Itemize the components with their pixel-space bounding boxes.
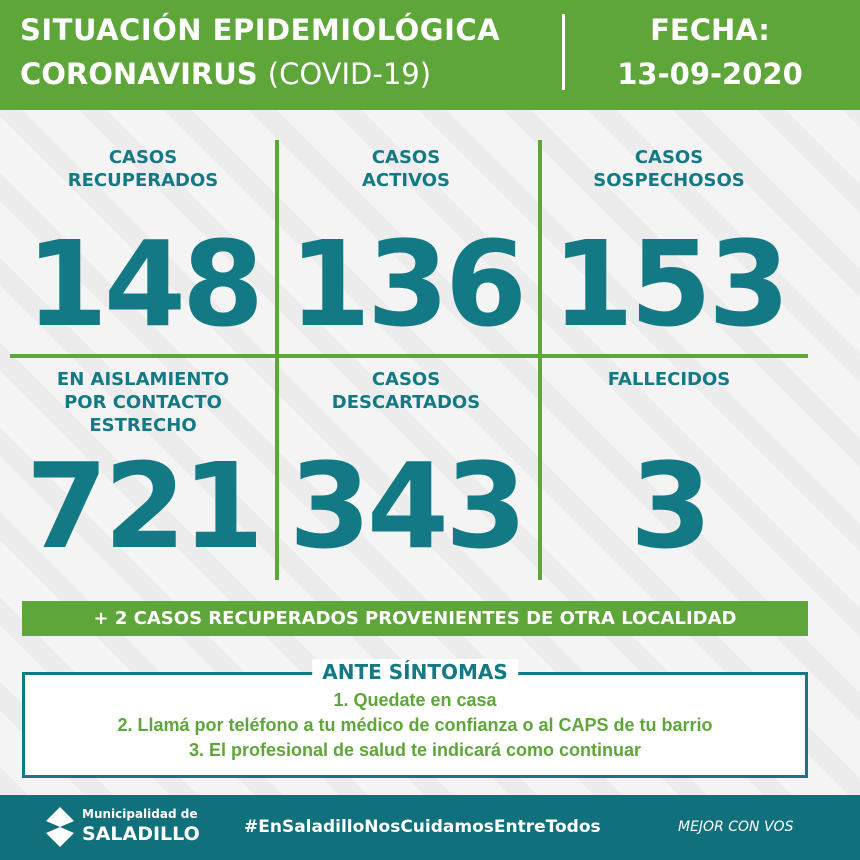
footer-hashtag: #EnSaladilloNosCuidamosEntreTodos	[244, 817, 601, 837]
stat-value: 343	[288, 437, 524, 575]
stat-label-line: FALLECIDOS	[607, 369, 731, 390]
symptoms-box	[22, 660, 808, 778]
header	[0, 0, 860, 110]
footer	[0, 795, 860, 860]
stat-label-line: EN AISLAMIENTO	[56, 369, 230, 390]
footer-city: SALADILLO	[82, 823, 200, 845]
date-label: FECHA:	[650, 13, 770, 47]
stat-label-line: CASOS	[371, 369, 441, 390]
grid-divider-h	[10, 354, 808, 358]
stat-label	[12, 368, 274, 437]
stat-value: 148	[25, 215, 261, 353]
symptom-line: 3. El profesional de salud te indicará como continuar	[188, 740, 642, 760]
symptom-line: 2. Llamá por teléfono a tu médico de confianza o al CAPS de tu barrio	[117, 715, 713, 735]
stat-label	[12, 146, 274, 215]
stat-label	[538, 146, 800, 215]
stat-label-line: CASOS	[108, 147, 178, 168]
title-bold: CORONAVIRUS	[20, 57, 258, 91]
stat-label-line: RECUPERADOS	[67, 170, 219, 191]
stat-cell	[538, 146, 800, 353]
header-divider	[562, 14, 565, 90]
stat-cell	[275, 146, 537, 353]
stat-label	[538, 368, 800, 437]
stat-label	[275, 146, 537, 215]
date-value: 13-09-2020	[617, 57, 803, 91]
stat-cell	[12, 146, 274, 353]
recovered-elsewhere-banner: + 2 CASOS RECUPERADOS PROVENIENTES DE OTRA LOCALIDAD	[22, 601, 808, 636]
stat-cell	[12, 368, 274, 575]
stat-value: 136	[288, 215, 524, 353]
stat-label-line: ACTIVOS	[362, 170, 450, 191]
stat-value: 3	[629, 437, 709, 575]
symptom-line: 1. Quedate en casa	[333, 690, 497, 710]
stat-label-line: DESCARTADOS	[331, 392, 481, 413]
title-line1: SITUACIÓN EPIDEMIOLÓGICA	[20, 13, 501, 47]
stat-value: 153	[551, 215, 787, 353]
footer-slogan: MEJOR CON VOS	[678, 819, 794, 835]
stat-label	[275, 368, 537, 437]
symptoms-title: ANTE SÍNTOMAS	[312, 659, 518, 685]
stat-label-line: POR CONTACTO	[64, 392, 222, 413]
stat-value: 721	[25, 437, 261, 575]
stat-label-line: CASOS	[634, 147, 704, 168]
title-light: (COVID-19)	[267, 57, 432, 91]
stat-cell	[275, 368, 537, 575]
saladillo-logo-icon	[44, 807, 76, 847]
stat-cell	[538, 368, 800, 575]
stat-label-line: ESTRECHO	[89, 415, 197, 436]
title-line2	[20, 56, 431, 92]
footer-muni: Municipalidad de	[82, 807, 198, 821]
stat-label-line: CASOS	[371, 147, 441, 168]
stat-label-line: SOSPECHOSOS	[593, 170, 745, 191]
